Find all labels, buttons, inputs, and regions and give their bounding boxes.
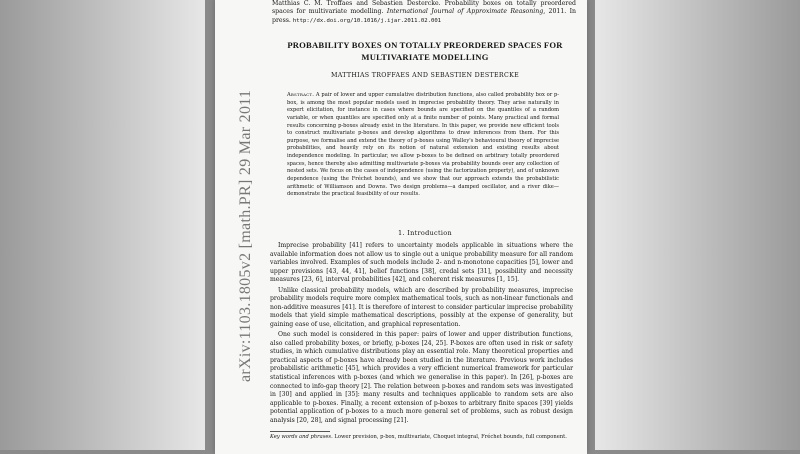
citation-year-status: , 2011. In press. [272,8,576,24]
citation-line: Matthias C. M. Troffaes and Sebastien Destercke. Probability boxes on totally preordered spaces for multivariate modelling. [272,0,576,16]
abstract [287,92,559,199]
paragraph: One such model is considered in this paper: pairs of lower and upper distribution functions, also called probability boxes, or briefly, p-boxes [24, 25]. P-boxes are often used in risk or safety studies, in which cumulative distributions play an essential role. Many theoretical properties and practical aspects of p-boxes have already been studied in the literature. Previous work includes probabilistic arithmetic [45], which provides a very efficient numerical framework for particular statistical inferences with p-boxes (and which we generalise in this paper). In [26], p-boxes are connected to info-gap theory [2]. The relation between p-boxes and random sets was investigated in [30] and applied in [35]: many results and techniques applicable to random sets are also applicable to p-boxes. Finally, a recent extension of p-boxes to arbitrary finite spaces [39] yields potential application of p-boxes to a much more general set of problems, such as robust design analysis [20, 28], and signal processing [21]. [270,331,573,424]
footnote-text: Lower prevision, p-box, multivariate, Choquet integral, Fréchet bounds, full component. [334,434,567,440]
arxiv-stamp: arXiv:1103.1805v2 [math.PR] 29 Mar 2011 [237,89,254,382]
citation-header [272,0,576,25]
paragraph: Imprecise probability [41] refers to uncertainty models applicable in situations where the available information does not allow us to single out a unique probability measure for all random variables involved. Examples of such models include 2- and n-monotone capacities [5], lower and upper previsions [43, 44, 41], belief functions [38], credal sets [31], possibility and necessity measures [23, 6], interval probabilities [42], and coherent risk measures [1, 15]. [270,242,573,284]
footnote-keywords [270,434,573,441]
abstract-lead: Abstract. [287,92,315,98]
background-blur-left [0,0,205,450]
footnote-label: Key words and phrases. [270,434,333,440]
citation-journal: International Journal of Approximate Reasoning [386,8,544,16]
introduction-body [270,242,573,427]
paragraph: Unlike classical probability models, which are described by probability measures, imprecise probability models require more complex mathematical tools, such as non-linear functionals and non-additive measures [41]. It is therefore of interest to consider particular imprecise probability models that yield simple mathematical descriptions, possibly at the expense of generality, but gaining ease of use, elicitation, and graphical representation. [270,286,573,328]
section-heading-introduction: 1. Introduction [398,229,452,237]
footnote-rule [270,431,330,432]
background-blur-right [595,0,800,450]
doi-link[interactable]: http://dx.doi.org/10.1016/j.ijar.2011.02.001 [292,17,442,24]
paper-authors: MATTHIAS TROFFAES AND SEBASTIEN DESTERCKE [331,72,519,79]
paper-title: PROBABILITY BOXES ON TOTALLY PREORDERED SPACES FOR MULTIVARIATE MODELLING [287,40,563,62]
abstract-text: A pair of lower and upper cumulative distribution functions, also called probability box or p-box, is among the most popular models used in imprecise probability theory. They arise naturally in expert elicitation, for instance in cases where bounds are specified on the quantiles of a random variable, or when quantiles are specified only at a finite number of points. Many practical and formal results concerning p-boxes already exist in the literature. In this paper, we provide new efficient tools to construct multivariate p-boxes and develop algorithms to draw inferences from them. For this purpose, we formalise and extend the theory of p-boxes using Walley's behavioural theory of imprecise probabilities, and heavily rely on its notion of natural extension and existing results about independence modeling. In particular, we allow p-boxes to be defined on arbitrary totally preordered spaces, hence thereby also admitting multivariate p-boxes via probability bounds over any collection of nested sets. We focus on the cases of independence (using the factorization property), and of unknown dependence (using the Fréchet bounds), and we show that our approach extends the probabilistic arithmetic of Williamson and Downs. Two design problems—a damped oscillator, and a river dike—demonstrate the practical feasibility of our results. [287,92,559,198]
